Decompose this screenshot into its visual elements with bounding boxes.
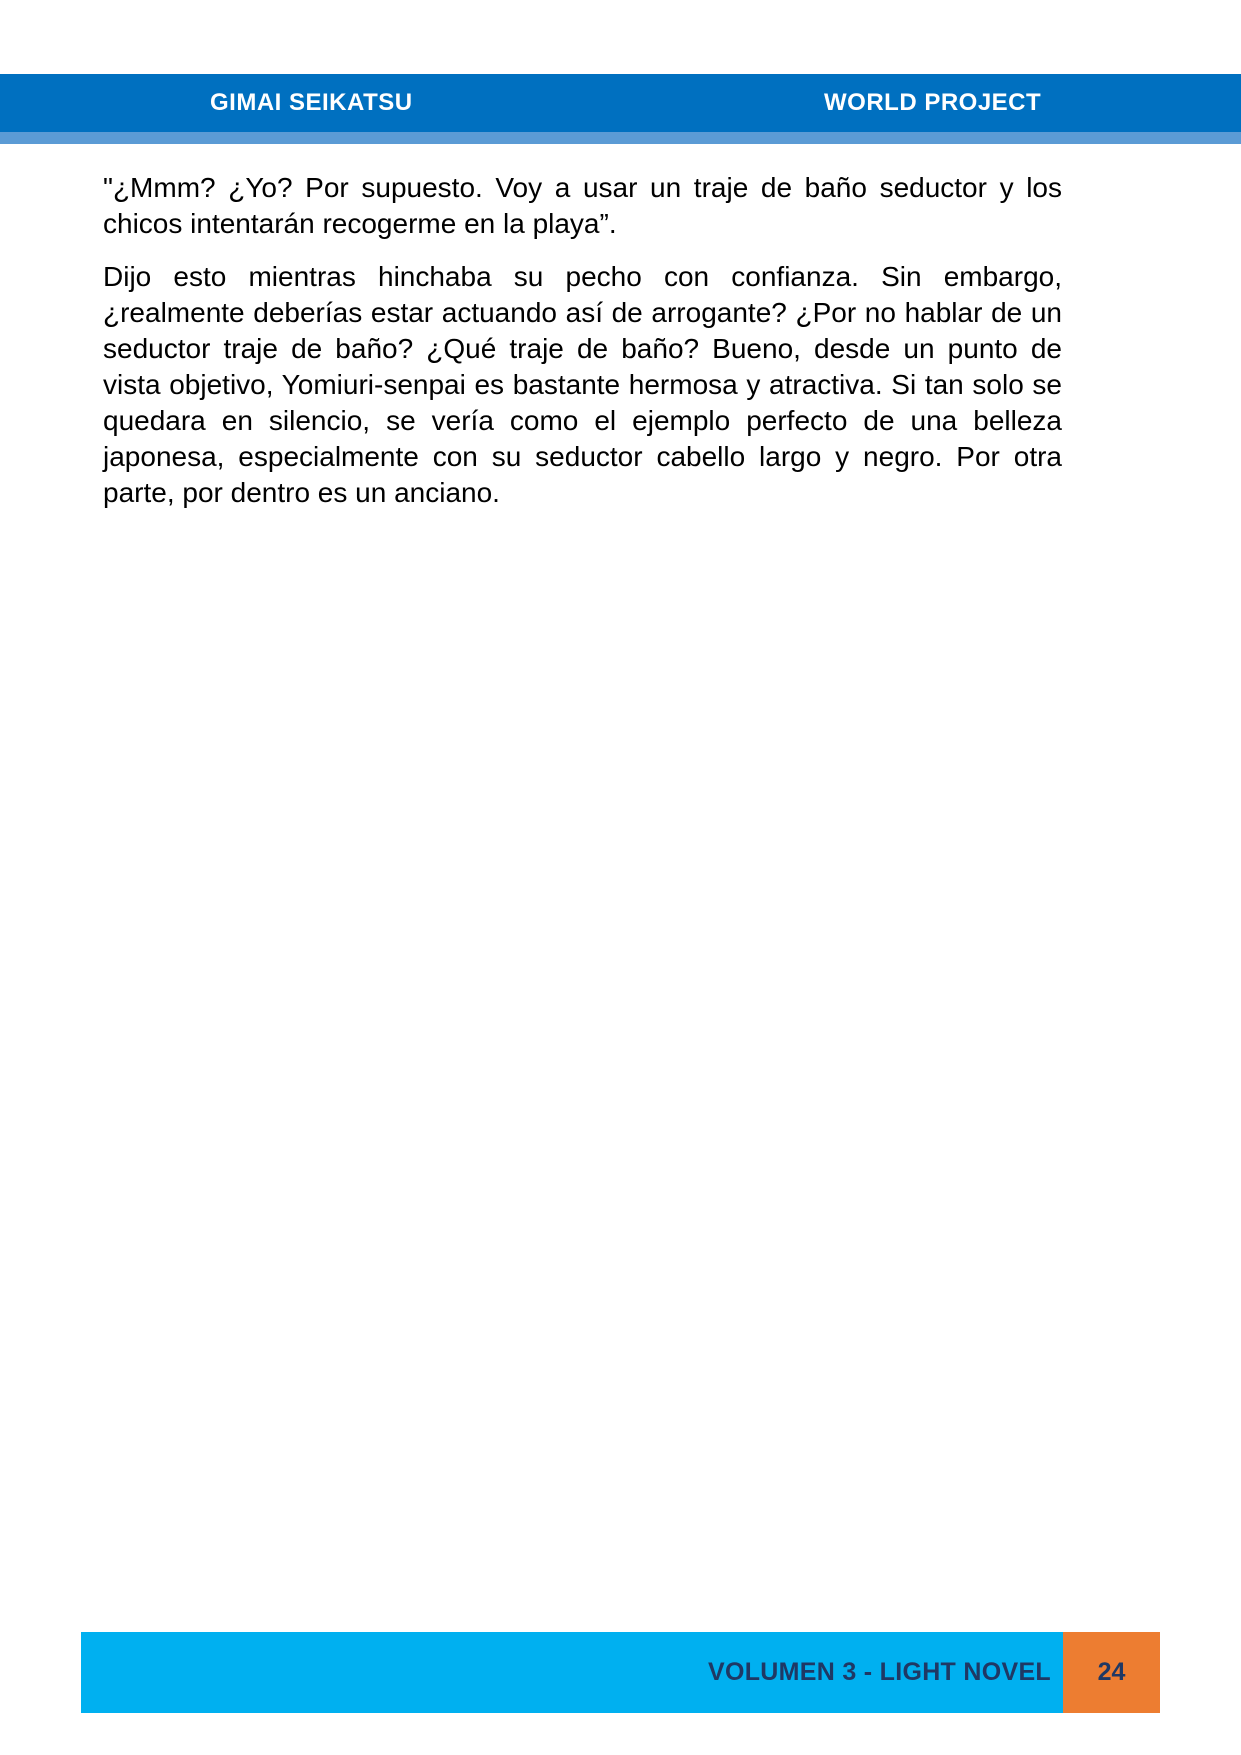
paragraph-2: Dijo esto mientras hinchaba su pecho con confianza. Sin embargo, ¿realmente deberías estar actuando así de arrogante? ¿Por no hablar de un seductor traje de baño? ¿Qué traje de baño? Bueno, desde un punto de vista objetivo, Yomiuri-senpai es bastante hermosa y atractiva. Si tan solo se quedara en silencio, se vería como el ejemplo perfecto de una belleza japonesa, especialmente con su seductor cabello largo y negro. Por otra parte, por dentro es un anciano. [103, 261, 1062, 508]
page-number: 24 [1063, 1632, 1160, 1713]
header-right-title: WORLD PROJECT [824, 89, 1042, 116]
page-body [103, 170, 1062, 528]
header-bar [0, 74, 1241, 132]
header-left-title: GIMAI SEIKATSU [210, 89, 413, 116]
paragraph-1: "¿Mmm? ¿Yo? Por supuesto. Voy a usar un traje de baño seductor y los chicos intentarán recogerme en la playa”. [103, 172, 1062, 239]
footer-bar [81, 1632, 1063, 1713]
footer-title: VOLUMEN 3 - LIGHT NOVEL [707, 1658, 1051, 1686]
header-stripe [0, 132, 1241, 144]
